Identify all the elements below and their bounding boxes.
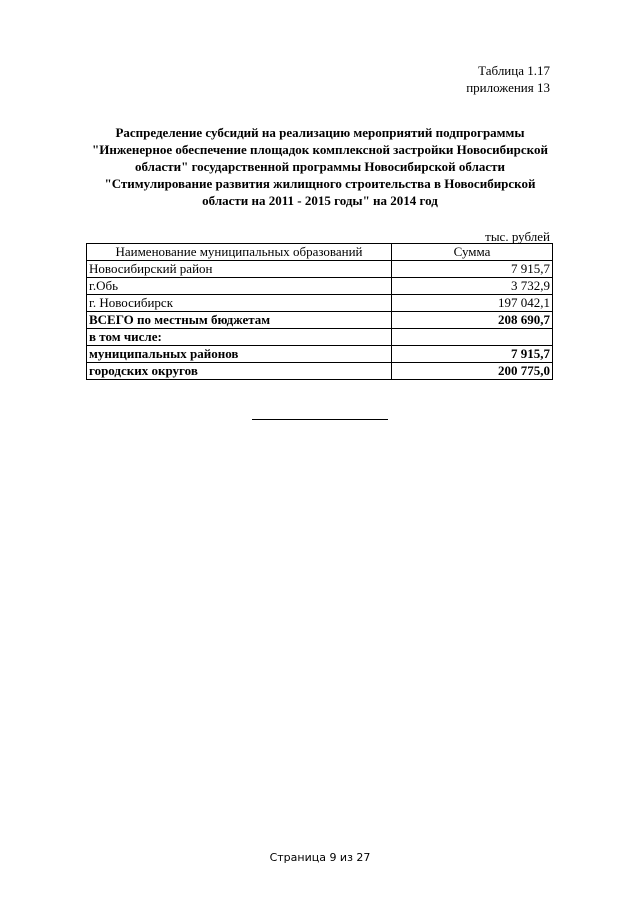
row-name: ВСЕГО по местным бюджетам <box>87 312 392 329</box>
row-amount: 3 732,9 <box>392 278 553 295</box>
row-amount: 197 042,1 <box>392 295 553 312</box>
document-title <box>88 124 552 209</box>
table-header-row <box>87 244 553 261</box>
title-line: "Инженерное обеспечение площадок комплексной застройки Новосибирской <box>92 142 548 157</box>
row-name: городских округов <box>87 363 392 380</box>
separator-line <box>252 419 388 420</box>
row-name: Новосибирский район <box>87 261 392 278</box>
units-label: тыс. рублей <box>485 229 550 244</box>
table-row <box>87 278 553 295</box>
row-name: муниципальных районов <box>87 346 392 363</box>
row-amount: 7 915,7 <box>392 346 553 363</box>
row-name: г. Новосибирск <box>87 295 392 312</box>
title-line: области" государственной программы Новосибирской области <box>134 159 506 174</box>
table-number: Таблица 1.17 <box>478 63 550 78</box>
title-line: "Стимулирование развития жилищного строительства в Новосибирской <box>104 176 536 191</box>
subsidies-table <box>86 243 553 380</box>
page-number: Страница 9 из 27 <box>269 851 371 864</box>
table-reference <box>466 62 550 96</box>
appendix-number: приложения 13 <box>466 80 550 95</box>
table-row-total <box>87 312 553 329</box>
table-row <box>87 295 553 312</box>
table-row <box>87 346 553 363</box>
column-header-amount: Сумма <box>392 244 553 261</box>
row-amount: 208 690,7 <box>392 312 553 329</box>
title-line: области на 2011 - 2015 годы" на 2014 год <box>202 193 438 208</box>
row-amount <box>392 329 553 346</box>
row-name: г.Обь <box>87 278 392 295</box>
title-line: Распределение субсидий на реализацию мероприятий подпрограммы <box>115 125 525 140</box>
table-row <box>87 261 553 278</box>
row-amount: 7 915,7 <box>392 261 553 278</box>
table-row-subheading <box>87 329 553 346</box>
row-amount: 200 775,0 <box>392 363 553 380</box>
row-name: в том числе: <box>87 329 392 346</box>
table-row <box>87 363 553 380</box>
column-header-name: Наименование муниципальных образований <box>87 244 392 261</box>
